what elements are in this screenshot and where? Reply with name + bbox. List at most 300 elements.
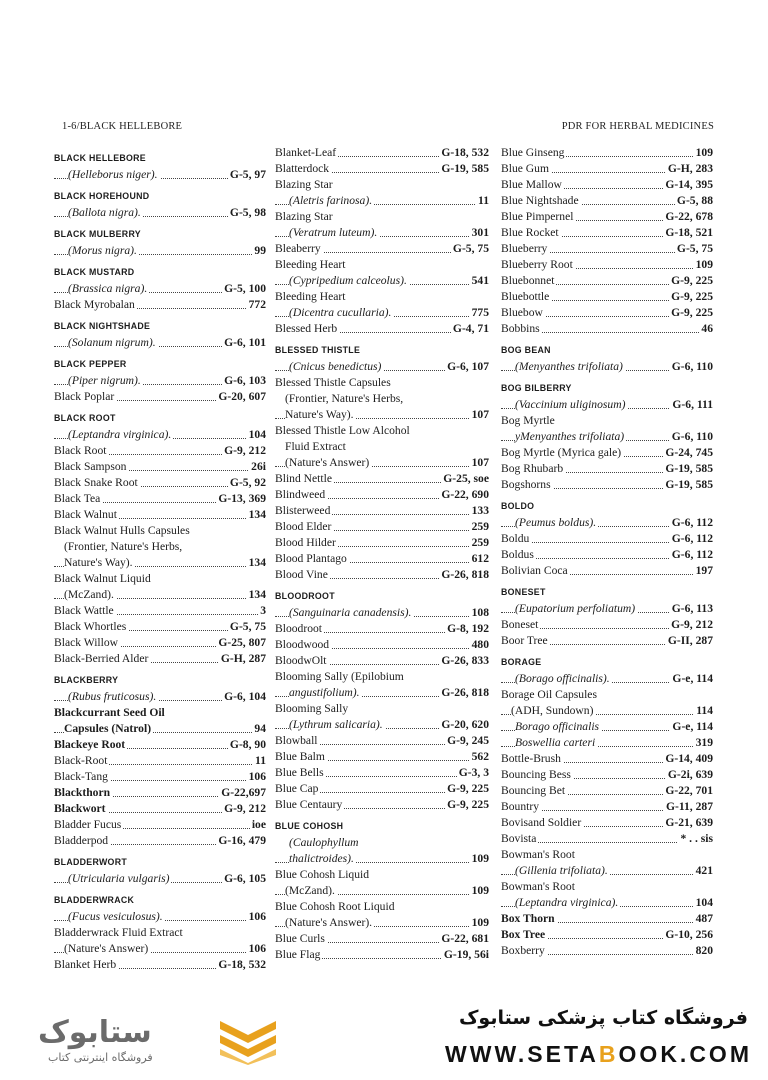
entry-name: Black-Berried Alder: [54, 652, 149, 665]
index-entry: [501, 687, 713, 703]
page-ref: G-8, 192: [447, 622, 489, 635]
page-ref: 134: [248, 588, 266, 601]
index-entry: [54, 651, 266, 667]
entry-name: Capsules (Natrol): [64, 722, 152, 735]
entry-name: Blatterdock: [275, 162, 330, 175]
entry-name: (Dicentra cucullaria).: [289, 306, 392, 319]
index-entry: [275, 177, 489, 193]
entry-name: Boswellia carteri: [515, 736, 596, 749]
index-entry: [501, 767, 713, 783]
entry-name: Blowball: [275, 734, 318, 747]
index-heading: [54, 263, 266, 281]
entry-name: Bladderpod: [54, 834, 109, 847]
entry-name: Bog Myrtle (Myrica gale): [501, 446, 622, 459]
entry-name: Bluebow: [501, 306, 543, 319]
entry-name: Blue Nightshade: [501, 194, 579, 207]
entry-name: (Cnicus benedictus): [289, 360, 382, 373]
index-entry: [54, 769, 266, 785]
page-ref: G-26, 818: [441, 686, 489, 699]
page-ref: G-13, 369: [218, 492, 266, 505]
entry-name: (Morus nigra).: [68, 244, 137, 257]
page-ref: G-18, 532: [218, 958, 266, 971]
page-ref: G-5, 98: [229, 206, 266, 219]
page-ref: G-22, 701: [665, 784, 713, 797]
entry-name: Blueberry: [501, 242, 548, 255]
page-ref: G-19, 585: [665, 478, 713, 491]
index-entry: [54, 459, 266, 475]
index-entry: [275, 257, 489, 273]
index-heading: [54, 187, 266, 205]
index-entry: [501, 305, 713, 321]
entry-name: Blind Nettle: [275, 472, 332, 485]
entry-name: Black Tea: [54, 492, 101, 505]
entry-name: (Rubus fruticosus).: [68, 690, 157, 703]
entry-name: Black Walnut: [54, 508, 117, 521]
entry-name: (Frontier, Nature's Herbs,: [64, 540, 183, 553]
page-ref: 108: [471, 606, 489, 619]
page-ref: 104: [248, 428, 266, 441]
page-ref: 259: [471, 520, 489, 533]
page-ref: G-10, 256: [665, 928, 713, 941]
index-heading: [54, 853, 266, 871]
heading-text: BLACK HOREHOUND: [54, 191, 150, 201]
entry-name: (Vaccinium uliginosum): [515, 398, 626, 411]
index-entry: [501, 751, 713, 767]
page-ref: 109: [695, 146, 713, 159]
entry-name: (Gillenia trifoliata).: [515, 864, 608, 877]
entry-name: (Leptandra virginica).: [68, 428, 172, 441]
page-ref: 109: [695, 258, 713, 271]
index-entry: [54, 507, 266, 523]
index-entry: [501, 815, 713, 831]
entry-name: Bowman's Root: [501, 880, 575, 893]
entry-name: (Borago officinalis).: [515, 672, 610, 685]
index-entry: [275, 241, 489, 257]
heading-text: BLOODROOT: [275, 591, 335, 601]
website-url[interactable]: WWW.SETABOOK.COM: [445, 1041, 752, 1067]
index-heading: [54, 409, 266, 427]
setabook-logo: [30, 1007, 280, 1071]
heading-text: BLACKBERRY: [54, 675, 119, 685]
index-entry: [275, 605, 489, 621]
page-ref: 134: [248, 556, 266, 569]
index-entry: [54, 389, 266, 405]
index-entry: [54, 571, 266, 587]
entry-name: (Peumus boldus).: [515, 516, 597, 529]
heading-text: BLACK MUSTARD: [54, 267, 135, 277]
index-heading: [54, 225, 266, 243]
index-entry: [275, 519, 489, 535]
page-ref: G-4, 71: [452, 322, 489, 335]
index-heading: [54, 671, 266, 689]
entry-name: (Piper nigrum).: [68, 374, 141, 387]
index-entry: [501, 397, 713, 413]
index-entry: [501, 943, 713, 959]
page-ref: 114: [696, 704, 713, 717]
index-entry: [275, 749, 489, 765]
entry-name: Bogshorns: [501, 478, 551, 491]
chevron-logo-icon: [220, 1015, 276, 1065]
entry-name: Blackwort: [54, 802, 106, 815]
entry-name: Bluebottle: [501, 290, 550, 303]
entry-name: (Utricularia vulgaris): [68, 872, 170, 885]
page-ref: G-19, 56i: [443, 948, 489, 961]
index-entry: [275, 867, 489, 883]
entry-name: Black Willow: [54, 636, 119, 649]
index-heading: [501, 497, 713, 515]
index-entry: [501, 633, 713, 649]
index-entry: [275, 391, 489, 407]
index-entry: [501, 209, 713, 225]
index-entry: [54, 635, 266, 651]
index-entry: [275, 621, 489, 637]
page-ref: G-8, 90: [229, 738, 266, 751]
page-ref: G-6, 112: [671, 548, 713, 561]
index-entry: [275, 765, 489, 781]
entry-name: Blue Cap: [275, 782, 319, 795]
index-entry: [501, 531, 713, 547]
page-ref: G-25, soe: [443, 472, 489, 485]
index-entry: [54, 801, 266, 817]
heading-text: BLACK ROOT: [54, 413, 116, 423]
entry-name: (Veratrum luteum).: [289, 226, 378, 239]
index-entry: [54, 603, 266, 619]
index-entry: [54, 721, 266, 737]
entry-name: Blue Cohosh Liquid: [275, 868, 370, 881]
index-entry: [275, 567, 489, 583]
index-entry: [275, 455, 489, 471]
index-entry: [54, 833, 266, 849]
entry-name: Blue Curls: [275, 932, 325, 945]
index-entry: [501, 783, 713, 799]
page-ref: 106: [248, 910, 266, 923]
entry-name: Bovista: [501, 832, 537, 845]
page-ref: 107: [471, 456, 489, 469]
page-ref: G-26, 833: [441, 654, 489, 667]
page-ref: G-18, 532: [441, 146, 489, 159]
page-ref: G-18, 521: [665, 226, 713, 239]
page-ref: G-6, 104: [224, 690, 266, 703]
logo-wordmark: ستابوک: [38, 1015, 152, 1050]
entry-name: Black Snake Root: [54, 476, 138, 489]
page-ref: G-e, 114: [672, 672, 713, 685]
entry-name: (Fucus vesiculosus).: [68, 910, 163, 923]
page-ref: 259: [471, 536, 489, 549]
index-entry: [501, 359, 713, 375]
entry-name: Bouncing Bess: [501, 768, 571, 781]
index-heading: [501, 653, 713, 671]
page-ref: 109: [471, 916, 489, 929]
index-entry: [275, 535, 489, 551]
index-entry: [275, 899, 489, 915]
page-ref: G-14, 409: [665, 752, 713, 765]
index-entry: [275, 717, 489, 733]
index-entry: [275, 193, 489, 209]
index-entry: [275, 375, 489, 391]
page-ref: G-25, 807: [218, 636, 266, 649]
page-ref: G-II, 287: [667, 634, 713, 647]
page-ref: G-6, 113: [671, 602, 713, 615]
index-entry: [275, 835, 489, 851]
index-entry: [501, 289, 713, 305]
entry-name: Blue Balm: [275, 750, 325, 763]
page-ref: G-9, 245: [447, 734, 489, 747]
running-header-left: 1-6/BLACK HELLEBORE: [62, 121, 183, 132]
page-ref: G-9, 225: [447, 782, 489, 795]
index-entry: [501, 563, 713, 579]
entry-name: Blue Mallow: [501, 178, 562, 191]
page-ref: G-9, 212: [224, 444, 266, 457]
page-ref: 562: [471, 750, 489, 763]
page-ref: ioe: [251, 818, 266, 831]
page-ref: G-9, 225: [447, 798, 489, 811]
page-ref: G-6, 105: [224, 872, 266, 885]
entry-name: Blueberry Root: [501, 258, 573, 271]
index-heading: [501, 341, 713, 359]
page-ref: 46: [701, 322, 713, 335]
page-ref: G-22, 690: [441, 488, 489, 501]
page-ref: G-19, 585: [665, 462, 713, 475]
entry-name: Blood Plantago: [275, 552, 347, 565]
page-ref: G-5, 75: [452, 242, 489, 255]
page-ref: G-H, 283: [667, 162, 713, 175]
index-entry: [275, 637, 489, 653]
page-ref: 301: [471, 226, 489, 239]
entry-name: Bowman's Root: [501, 848, 575, 861]
index-heading: [275, 587, 489, 605]
page-ref: 11: [478, 194, 489, 207]
entry-name: Bloodwood: [275, 638, 330, 651]
page-ref: G-6, 107: [447, 360, 489, 373]
index-entry: [501, 719, 713, 735]
page-ref: 94: [254, 722, 266, 735]
page-ref: G-16, 479: [218, 834, 266, 847]
index-entry: [501, 911, 713, 927]
index-heading: [54, 355, 266, 373]
page-ref: G-20, 607: [218, 390, 266, 403]
entry-name: Boxberry: [501, 944, 545, 957]
index-column-2: [275, 145, 489, 963]
entry-name: Blessed Herb: [275, 322, 338, 335]
index-entry: [275, 471, 489, 487]
page-ref: G-6, 110: [671, 360, 713, 373]
index-entry: [275, 781, 489, 797]
index-entry: [275, 551, 489, 567]
entry-name: (Frontier, Nature's Herbs,: [285, 392, 404, 405]
index-column-3: [501, 145, 713, 959]
index-entry: [54, 871, 266, 887]
page-ref: 99: [254, 244, 266, 257]
page-ref: 3: [260, 604, 266, 617]
index-entry: [275, 359, 489, 375]
entry-name: Bolivian Coca: [501, 564, 568, 577]
entry-name: (Menyanthes trifoliata): [515, 360, 623, 373]
page-ref: G-5, 75: [676, 242, 713, 255]
entry-name: Blooming Sally: [275, 702, 349, 715]
entry-name: Blackeye Root: [54, 738, 126, 751]
index-entry: [501, 429, 713, 445]
page-ref: G-6, 111: [672, 398, 713, 411]
index-entry: [275, 423, 489, 439]
heading-text: BLACK MULBERRY: [54, 229, 141, 239]
entry-name: (Caulophyllum: [289, 836, 359, 849]
entry-name: Fluid Extract: [285, 440, 346, 453]
index-entry: [54, 587, 266, 603]
page-ref: 133: [471, 504, 489, 517]
entry-name: Black Whortles: [54, 620, 127, 633]
page-ref: G-11, 287: [665, 800, 713, 813]
entry-name: (Helleborus niger).: [68, 168, 158, 181]
index-entry: [501, 515, 713, 531]
entry-name: Blanket Herb: [54, 958, 117, 971]
entry-name: Blue Flag: [275, 948, 321, 961]
index-entry: [501, 241, 713, 257]
running-header-right: PDR FOR HERBAL MEDICINES: [561, 121, 714, 132]
entry-name: Boor Tree: [501, 634, 548, 647]
entry-name: Bladder Fucus: [54, 818, 122, 831]
page-ref: G-26, 818: [441, 568, 489, 581]
heading-text: BLACK NIGHTSHADE: [54, 321, 151, 331]
index-entry: [54, 909, 266, 925]
index-entry: [501, 601, 713, 617]
entry-name: (ADH, Sundown): [511, 704, 594, 717]
index-entry: [275, 503, 489, 519]
entry-name: (Nature's Answer): [64, 942, 149, 955]
heading-text: BOG BEAN: [501, 345, 551, 355]
index-entry: [54, 941, 266, 957]
page-ref: 820: [695, 944, 713, 957]
entry-name: Blazing Star: [275, 210, 333, 223]
entry-name: (Lythrum salicaria).: [289, 718, 383, 731]
entry-name: Blue Pimpernel: [501, 210, 574, 223]
index-entry: [275, 487, 489, 503]
page-ref: G-6, 101: [224, 336, 266, 349]
entry-name: Black Walnut Liquid: [54, 572, 151, 585]
index-entry: [275, 161, 489, 177]
entry-name: (Sanguinaria canadensis).: [289, 606, 412, 619]
page-ref: G-H, 287: [220, 652, 266, 665]
entry-name: Blue Ginseng: [501, 146, 565, 159]
index-entry: [54, 925, 266, 941]
entry-name: Black Myrobalan: [54, 298, 135, 311]
entry-name: Bleaberry: [275, 242, 321, 255]
page-ref: G-6, 112: [671, 516, 713, 529]
entry-name: Blood Vine: [275, 568, 328, 581]
index-entry: [501, 461, 713, 477]
index-entry: [54, 167, 266, 183]
index-entry: [54, 335, 266, 351]
index-entry: [501, 617, 713, 633]
entry-name: Borage Oil Capsules: [501, 688, 597, 701]
index-entry: [501, 273, 713, 289]
entry-name: Bleeding Heart: [275, 258, 346, 271]
index-entry: [501, 477, 713, 493]
page-ref: 775: [471, 306, 489, 319]
entry-name: (Nature's Answer): [285, 456, 370, 469]
entry-name: Black Root: [54, 444, 107, 457]
index-entry: [54, 705, 266, 721]
index-entry: [54, 555, 266, 571]
entry-name: Blood Elder: [275, 520, 332, 533]
page-ref: 109: [471, 852, 489, 865]
index-entry: [501, 161, 713, 177]
index-entry: [54, 619, 266, 635]
page-ref: 104: [695, 896, 713, 909]
page-ref: G-21, 639: [665, 816, 713, 829]
heading-text: BOLDO: [501, 501, 535, 511]
index-entry: [275, 305, 489, 321]
index-entry: [54, 539, 266, 555]
publisher-banner: [0, 995, 768, 1080]
index-entry: [54, 475, 266, 491]
index-entry: [54, 373, 266, 389]
index-entry: [275, 883, 489, 899]
index-entry: [275, 209, 489, 225]
entry-name: Blue Centaury: [275, 798, 343, 811]
entry-name: Bottle-Brush: [501, 752, 561, 765]
index-entry: [275, 439, 489, 455]
index-entry: [275, 653, 489, 669]
index-entry: [275, 685, 489, 701]
page-ref: G-e, 114: [672, 720, 713, 733]
heading-text: BLADDERWRACK: [54, 895, 135, 905]
index-heading: [275, 817, 489, 835]
entry-name: Box Tree: [501, 928, 546, 941]
index-heading: [501, 379, 713, 397]
page-ref: G-20, 620: [441, 718, 489, 731]
index-entry: [54, 427, 266, 443]
index-entry: [54, 205, 266, 221]
entry-name: Blue Bells: [275, 766, 324, 779]
entry-name: Black-Tang: [54, 770, 108, 783]
index-entry: [501, 145, 713, 161]
index-entry: [275, 915, 489, 931]
page-ref: G-5, 100: [224, 282, 266, 295]
page-ref: 319: [695, 736, 713, 749]
entry-name: (McZand).: [64, 588, 114, 601]
index-heading: [54, 891, 266, 909]
entry-name: Blindweed: [275, 488, 326, 501]
entry-name: BloodwOlt: [275, 654, 327, 667]
index-entry: [501, 225, 713, 241]
entry-name: Blanket-Leaf: [275, 146, 337, 159]
page-ref: G-5, 97: [229, 168, 266, 181]
entry-name: Boldu: [501, 532, 530, 545]
page-ref: 612: [471, 552, 489, 565]
logo-tagline: فروشگاه اینترنتی کتاب: [48, 1051, 153, 1064]
index-entry: [275, 289, 489, 305]
index-entry: [275, 851, 489, 867]
heading-text: BLADDERWORT: [54, 857, 128, 867]
page-ref: G-22, 678: [665, 210, 713, 223]
index-entry: [54, 785, 266, 801]
entry-name: Bladderwrack Fluid Extract: [54, 926, 183, 939]
entry-name: (Nature's Answer).: [285, 916, 373, 929]
entry-name: Bog Rhubarb: [501, 462, 564, 475]
page-ref: 541: [471, 274, 489, 287]
entry-name: (Eupatorium perfoliatum): [515, 602, 636, 615]
page-ref: 11: [255, 754, 266, 767]
index-entry: [501, 257, 713, 273]
page-ref: 421: [695, 864, 713, 877]
index-entry: [54, 297, 266, 313]
entry-name: (Cypripedium calceolus).: [289, 274, 407, 287]
entry-name: thalictroides).: [289, 852, 354, 865]
page-ref: 487: [695, 912, 713, 925]
entry-name: Blazing Star: [275, 178, 333, 191]
page-ref: G-24, 745: [665, 446, 713, 459]
entry-name: Bountry: [501, 800, 540, 813]
